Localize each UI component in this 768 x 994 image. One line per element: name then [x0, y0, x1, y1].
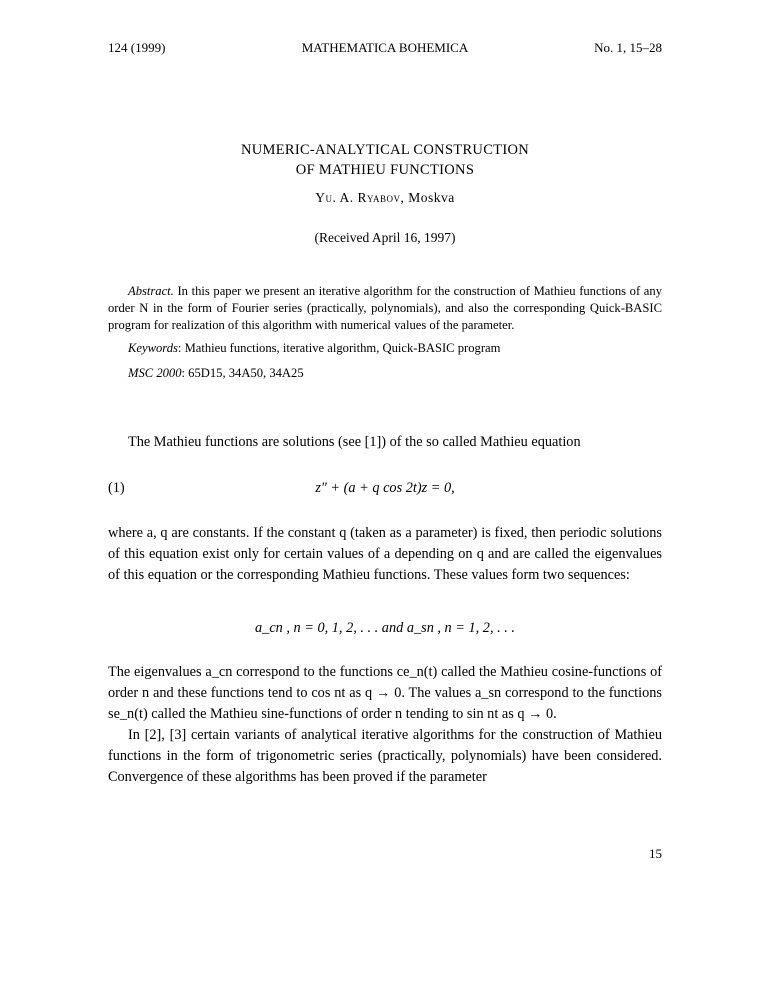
- header-volume: 124 (1999): [108, 40, 166, 55]
- keywords-label: Keywords: [128, 341, 178, 355]
- para-1: The Mathieu functions are solutions (see [1]) of the so called Mathieu equation: [128, 434, 581, 450]
- page-number: 15: [649, 846, 662, 861]
- author-line: [108, 190, 662, 206]
- intro-paragraph: [108, 432, 662, 453]
- abstract-block: [108, 283, 662, 382]
- header-journal: MATHEMATICA BOHEMICA: [301, 40, 469, 55]
- abstract-paragraph: [108, 283, 662, 334]
- eigenvalue-paragraph: [108, 523, 662, 586]
- msc-label: MSC 2000: [128, 366, 182, 380]
- header-issue: No. 1, 15–28: [594, 40, 662, 55]
- title-line-1: NUMERIC-ANALYTICAL CONSTRUCTION: [240, 142, 530, 158]
- msc-text: : 65D15, 34A50, 34A25: [181, 366, 304, 380]
- author-name: Yu. A. Ryabov: [315, 190, 401, 205]
- para-4: In [2], [3] certain variants of analytical iterative algorithms for the construction of Mathieu functions in the form of trigonometric series (practically, polynomials) have been considered. Convergence of these algorithms has been proved if the parameter: [108, 727, 662, 785]
- received-date: (Received April 16, 1997): [314, 230, 456, 245]
- equation-number: (1): [108, 480, 125, 496]
- equation-expression: z″ + (a + q cos 2t)z = 0,: [315, 480, 455, 496]
- keywords-line: [108, 340, 662, 357]
- functions-paragraphs: [108, 662, 662, 788]
- keywords-text: : Mathieu functions, iterative algorithm, Quick-BASIC program: [177, 341, 501, 355]
- abstract-label: Abstract.: [128, 284, 174, 298]
- title-line-2: OF MATHIEU FUNCTIONS: [295, 162, 475, 178]
- abstract-text: In this paper we present an iterative algorithm for the construction of Mathieu functions of any order N in the form of Fourier series (practically, polynomials), and also the corresponding Quick-BASIC program for realization of this algorithm with numerical values of the parameter.: [108, 284, 662, 332]
- eigenvalue-sequences: a_cn , n = 0, 1, 2, . . . and a_sn , n = 1, 2, . . .: [255, 620, 515, 636]
- msc-line: [108, 365, 662, 382]
- paper-title: [108, 140, 662, 180]
- para-3: The eigenvalues a_cn correspond to the functions ce_n(t) called the Mathieu cosine-functions of order n and these functions tend to cos nt as q → 0. The values a_sn correspond to the functions se_n(t) called the Mathieu sine-functions of order n tending to sin nt as q → 0.: [108, 664, 662, 722]
- author-place: , Moskva: [400, 190, 455, 205]
- para-2: where a, q are constants. If the constant q (taken as a parameter) is fixed, then periodic solutions of this equation exist only for certain values of a depending on q and are called the eigenvalues of this equation or the corresponding Mathieu functions. These values form two sequences:: [108, 525, 662, 583]
